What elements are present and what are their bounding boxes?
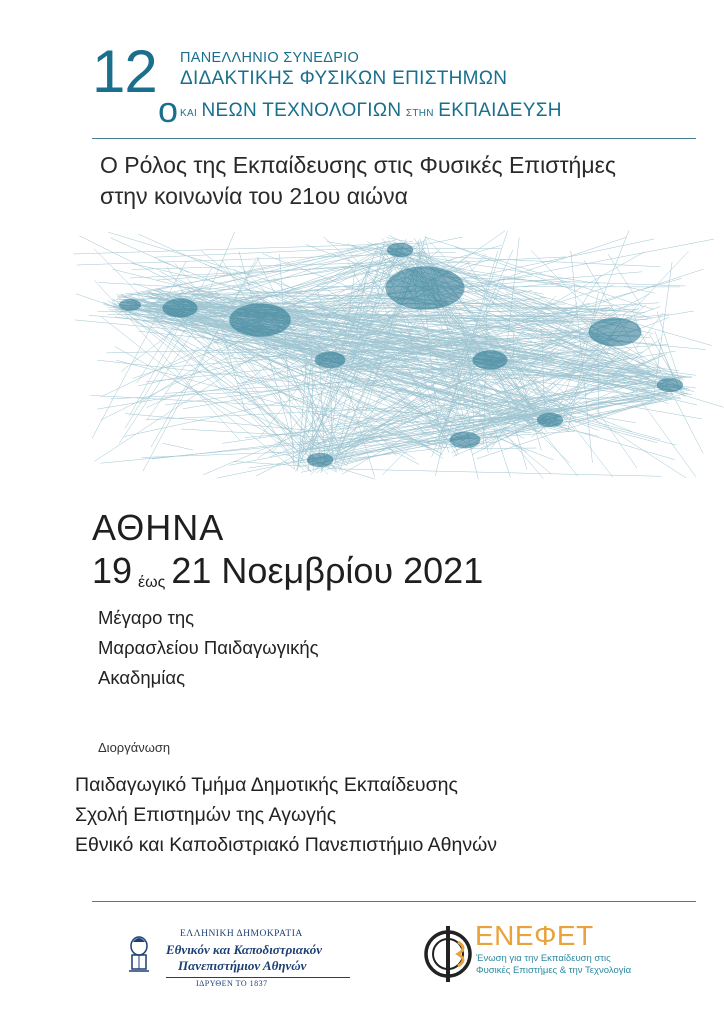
network-hub [537,413,563,427]
venue-line3: Ακαδημίας [98,667,186,688]
network-hub [657,378,683,392]
venue-line1: Μέγαρο της [98,607,195,628]
event-city: ΑΘΗΝΑ [92,507,225,548]
network-line [94,249,146,301]
conference-title-line2: ΔΙΔΑΚΤΙΚΗΣ ΦΥΣΙΚΩΝ ΕΠΙΣΤΗΜΩΝ [180,68,508,89]
organizer-label: Διοργάνωση [98,740,171,755]
organizer-line3: Εθνικό και Καποδιστριακό Πανεπιστήμιο Αθηνών [75,834,498,856]
conference-number: 12 [92,38,157,105]
university-logo-line4: ΙΔΡΥΘΕΝ ΤΟ 1837 [196,979,268,988]
phi-epsilon-logo-icon [418,922,478,986]
network-line [426,237,654,309]
network-line [208,232,235,294]
network-line [130,267,213,416]
network-hub [472,350,507,369]
title-word-kai: ΚΑΙ [180,108,198,119]
conference-theme [100,150,720,212]
athena-emblem-icon [124,934,154,974]
organizer-line2: Σχολή Επιστημών της Αγωγής [75,804,337,826]
network-hub [385,266,464,309]
event-dates [92,550,483,592]
network-hub [450,432,481,449]
network-hub [315,352,346,369]
network-line [138,234,564,426]
top-divider [92,138,696,139]
enefet-logo [418,920,638,1000]
date-end: 21 Νοεμβρίου 2021 [171,550,484,591]
title-word-education: ΕΚΠΑΙΔΕΥΣΗ [438,100,562,121]
network-hub [162,298,197,317]
venue-line2: Μαρασλείου Παιδαγωγικής [98,637,319,658]
network-hub [387,243,413,257]
date-start: 19 [92,550,133,591]
network-line [595,408,637,468]
network-hub [229,303,291,337]
enefet-description-line2: Φυσικές Επιστήμες & την Τεχνολογία [476,965,632,976]
event-venue [98,603,319,693]
network-line [147,347,197,419]
organizer-list [75,770,497,860]
bottom-divider [92,901,696,902]
network-hub [119,299,141,311]
enefet-name: ΕΝΕΦΕΤ [475,920,594,951]
conference-title-line3 [180,100,562,122]
world-network-illustration [70,210,724,495]
theme-line1: Ο Ρόλος της Εκπαίδευσης στις Φυσικές Επιστήμες [100,152,616,178]
enefet-description-line1: Ένωση για την Εκπαίδευση στις [476,953,611,964]
university-logo-line2: Εθνικόν και Καποδιστριακόν [166,942,322,957]
organizer-line1: Παιδαγωγικό Τμήμα Δημοτικής Εκπαίδευσης [75,774,458,796]
date-separator: έως [138,574,166,591]
network-hub [307,453,333,467]
network-line [565,414,613,477]
university-logo-line3: Πανεπιστήμιον Αθηνών [178,958,307,973]
conference-title-line1: ΠΑΝΕΛΛΗΝΙΟ ΣΥΝΕΔΡΙΟ [180,50,360,66]
network-hub [589,318,642,347]
network-line [608,254,643,308]
network-line [330,469,661,477]
theme-line2: στην κοινωνία του 21ου αιώνα [100,183,408,209]
network-line [143,260,256,471]
network-line [132,262,425,270]
network-line [470,448,537,449]
conference-ordinal: ο [158,89,179,130]
footer-logos [0,905,724,1024]
university-logo-line1: ΕΛΛΗΝΙΚΗ ΔΗΜΟΚΡΑΤΙΑ [180,929,303,939]
university-logo [120,922,360,992]
network-line [163,443,194,450]
title-words-new-tech: ΝΕΩΝ ΤΕΧΝΟΛΟΓΙΩΝ [201,100,402,121]
title-word-stin: ΣΤΗΝ [405,108,434,119]
university-logo-rule [166,977,350,978]
conference-header [0,0,724,140]
